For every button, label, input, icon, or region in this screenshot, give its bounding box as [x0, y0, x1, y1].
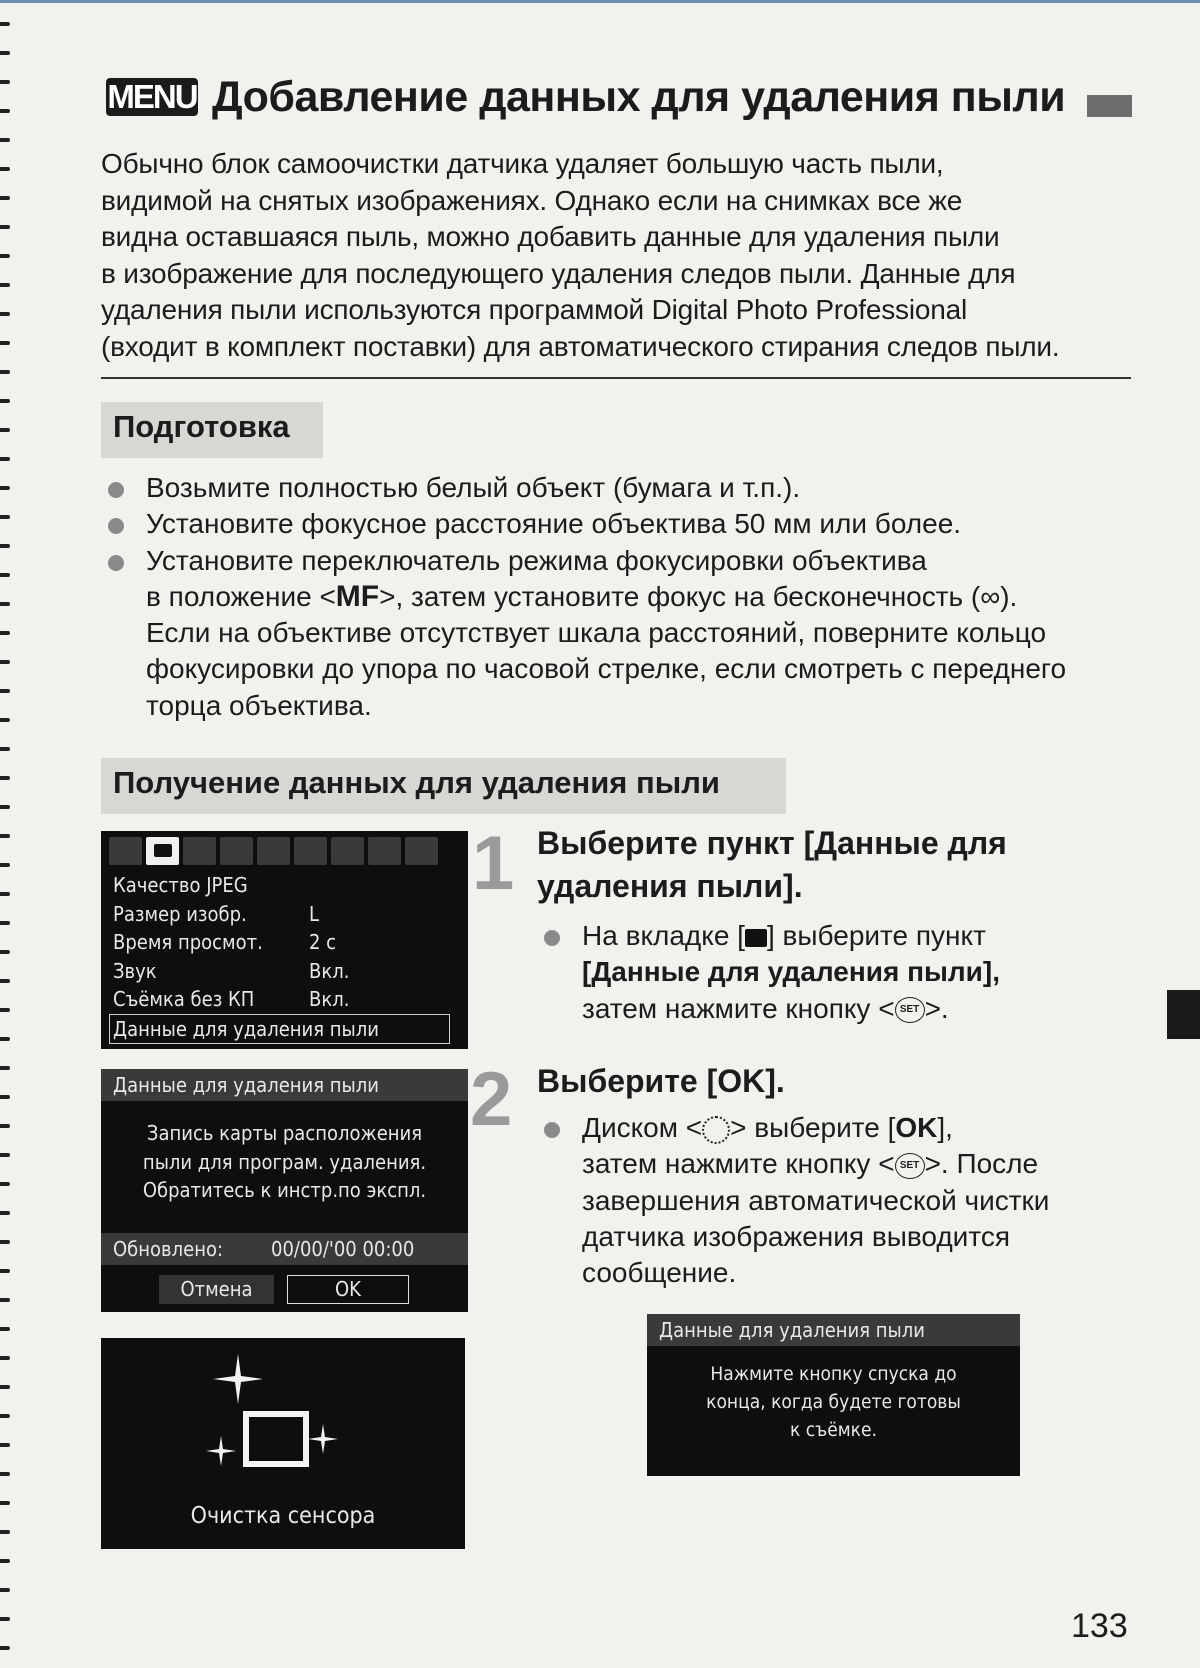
- screen-label: Очистка сенсора: [190, 1503, 376, 1529]
- camera-menu-screen: [101, 831, 468, 1049]
- section-side-tab: [1167, 990, 1200, 1039]
- binding-mark: [0, 1327, 10, 1331]
- preparation-heading: Подготовка: [101, 402, 323, 458]
- menu-list: [113, 871, 458, 1044]
- binding-mark: [0, 515, 10, 519]
- top-edge-line: [0, 0, 1200, 3]
- menu-tab-icon: [183, 837, 216, 865]
- menu-row-selected: [109, 1014, 450, 1045]
- set-button-icon: SET: [895, 1153, 925, 1179]
- page-title: Добавление данных для удаления пыли: [212, 73, 1066, 121]
- intro-line: Обычно блок самоочистки датчика удаляет большую часть пыли,: [101, 148, 944, 179]
- message-line: Нажмите кнопку спуска до: [710, 1363, 957, 1385]
- binding-mark: [0, 718, 10, 722]
- sensor-cleaning-screen: [101, 1338, 465, 1549]
- text-fragment: ],: [937, 1112, 953, 1143]
- menu-row-label: Звук: [113, 958, 157, 983]
- binding-mark: [0, 573, 10, 577]
- binding-mark: [0, 51, 10, 55]
- list-item-text: торца объектива.: [146, 689, 372, 721]
- menu-row-label: Данные для удаления пыли: [113, 1016, 379, 1041]
- step-number: 1: [472, 821, 515, 906]
- binding-mark: [0, 80, 10, 84]
- binding-mark: [0, 1240, 10, 1244]
- binding-mark: [0, 1182, 10, 1186]
- binding-mark: [0, 776, 10, 780]
- intro-line: видна оставшаяся пыль, можно добавить данные для удаления пыли: [101, 221, 1000, 252]
- menu-tab-icon: [220, 837, 253, 865]
- ok-text: OK: [895, 1112, 938, 1143]
- list-item: [542, 918, 1102, 1027]
- binding-mark: [0, 1356, 10, 1360]
- list-item-text: сообщение.: [582, 1257, 737, 1289]
- binding-mark: [0, 1530, 10, 1534]
- list-item: [106, 506, 1146, 542]
- page-number: 133: [1071, 1607, 1128, 1645]
- binding-mark: [0, 892, 10, 896]
- updated-row: [101, 1233, 468, 1265]
- binding-mark: [0, 399, 10, 403]
- binding-mark: [0, 109, 10, 113]
- binding-mark: [0, 631, 10, 635]
- updated-value: 00/00/'00 00:00: [271, 1237, 415, 1261]
- text-fragment: > выберите [: [730, 1112, 896, 1143]
- binding-mark: [0, 457, 10, 461]
- dust-data-dialog-screen: [101, 1069, 468, 1312]
- message-line: пыли для програм. удаления.: [142, 1149, 427, 1174]
- intro-line: видимой на снятых изображениях. Однако если на снимках все же: [101, 184, 963, 216]
- binding-mark: [0, 341, 10, 345]
- step-title: Выберите [OK].: [537, 1063, 785, 1099]
- screen-header: Данные для удаления пыли: [647, 1314, 1020, 1346]
- list-item: [542, 1110, 1102, 1291]
- menu-tab-icon: [257, 837, 290, 865]
- list-item-text: [582, 1110, 1102, 1146]
- binding-mark: [0, 1153, 10, 1157]
- intro-line: в изображение для последующего удаления следов пыли. Данные для: [101, 257, 1016, 289]
- bullet-icon: [108, 482, 124, 498]
- menu-row: [113, 985, 458, 1014]
- acquire-heading: Получение данных для удаления пыли: [101, 758, 786, 814]
- binding-mark: [0, 602, 10, 606]
- screen-header: Данные для удаления пыли: [101, 1069, 468, 1101]
- menu-row-value: Вкл.: [309, 987, 350, 1011]
- intro-line: (входит в комплект поставки) для автоматического стирания следов пыли.: [101, 330, 1060, 362]
- bullet-icon: [108, 555, 124, 571]
- list-item-text: датчика изображения выводится: [582, 1220, 1010, 1252]
- list-item-text: [582, 918, 1102, 954]
- camera-tab-icon: [745, 929, 767, 947]
- menu-tabs: [109, 837, 461, 867]
- binding-mark: [0, 1501, 10, 1505]
- binding-mark: [0, 370, 10, 374]
- step-number: 2: [470, 1057, 513, 1142]
- binding-mark: [0, 1443, 10, 1447]
- binding-mark: [0, 1646, 10, 1650]
- menu-badge-icon: MENU: [107, 78, 197, 115]
- binding-mark: [0, 747, 10, 751]
- list-item-text: [Данные для удаления пыли],: [582, 956, 1000, 988]
- screen-message: [647, 1360, 1020, 1444]
- binding-mark: [0, 805, 10, 809]
- title-marker: [1087, 95, 1132, 117]
- bullet-icon: [544, 1122, 560, 1138]
- message-line: Обратитесь к инстр.по экспл.: [142, 1178, 427, 1202]
- text-fragment: Диском <: [582, 1112, 703, 1143]
- text-fragment: затем нажмите кнопку <: [582, 1148, 895, 1180]
- step-body: [542, 918, 1102, 1027]
- binding-mark: [0, 1269, 10, 1273]
- camera-tab-icon: [146, 837, 179, 865]
- list-item-text: Установите переключатель режима фокусировки объектива: [146, 544, 927, 576]
- menu-tab-icon: [331, 837, 364, 865]
- binding-mark: [0, 22, 10, 26]
- set-button-icon: SET: [895, 997, 925, 1023]
- step-title: [537, 822, 1007, 908]
- menu-row: [113, 871, 458, 900]
- list-item-text: [582, 991, 1102, 1027]
- menu-row-value: L: [309, 901, 320, 926]
- menu-row-value: Вкл.: [309, 958, 350, 983]
- binding-mark: [0, 486, 10, 490]
- text-fragment: в положение <: [146, 580, 336, 612]
- binding-mark: [0, 167, 10, 171]
- menu-row: [113, 900, 458, 929]
- step-title-line: Выберите пункт [Данные для: [537, 825, 1007, 861]
- text-fragment: >. После: [924, 1148, 1039, 1180]
- bullet-icon: [108, 518, 124, 534]
- binding-mark: [0, 283, 10, 287]
- list-item-text: фокусировки до упора по часовой стрелке, если смотреть с переднего: [146, 653, 1067, 685]
- binding-mark: [0, 1559, 10, 1563]
- menu-row-label: Размер изобр.: [113, 901, 247, 926]
- preparation-list: [106, 470, 1146, 724]
- shutter-prompt-screen: [647, 1314, 1020, 1476]
- binding-mark: [0, 544, 10, 548]
- step-body: [542, 1110, 1102, 1291]
- message-line: к съёмке.: [790, 1419, 877, 1441]
- binding-mark: [0, 254, 10, 258]
- binding-mark: [0, 1124, 10, 1128]
- updated-label: Обновлено:: [113, 1237, 224, 1261]
- divider: [101, 377, 1131, 379]
- binding-mark: [0, 1588, 10, 1592]
- binding-mark: [0, 1008, 10, 1012]
- screen-message: [101, 1119, 468, 1205]
- list-item-text: Установите фокусное расстояние объектива 50 мм или более.: [146, 508, 962, 540]
- binding-mark: [0, 921, 10, 925]
- menu-row: [113, 957, 458, 986]
- menu-row-value: 2 с: [309, 930, 337, 954]
- binding-mark: [0, 660, 10, 664]
- dial-icon: [702, 1116, 730, 1144]
- intro-paragraph: [101, 146, 1141, 365]
- binding-mark: [0, 1472, 10, 1476]
- menu-tab-icon: [405, 837, 438, 865]
- binding-mark: [0, 1211, 10, 1215]
- list-item: [106, 543, 1146, 724]
- text-fragment: На вкладке [: [582, 920, 745, 951]
- menu-tab-icon: [109, 837, 142, 865]
- menu-tab-icon: [294, 837, 327, 865]
- binding-mark: [0, 196, 10, 200]
- text-fragment: >, затем установите фокус на бесконечность (∞).: [379, 580, 1018, 612]
- mf-mark: MF: [335, 579, 380, 613]
- binding-mark: [0, 979, 10, 983]
- binding-mark: [0, 1095, 10, 1099]
- text-fragment: >.: [924, 992, 949, 1024]
- binding-mark: [0, 950, 10, 954]
- message-line: Запись карты расположения: [146, 1121, 423, 1145]
- binding-mark: [0, 138, 10, 142]
- binding-mark: [0, 1385, 10, 1389]
- menu-row-label: Съёмка без КП: [113, 987, 255, 1011]
- binding-mark: [0, 863, 10, 867]
- menu-tab-icon: [368, 837, 401, 865]
- binding-mark: [0, 428, 10, 432]
- binding-mark: [0, 312, 10, 316]
- binding-mark: [0, 689, 10, 693]
- intro-line: удаления пыли используются программой Digital Photo Professional: [101, 294, 968, 325]
- bullet-icon: [544, 930, 560, 946]
- message-line: конца, когда будете готовы: [706, 1391, 961, 1413]
- binding-mark: [0, 1617, 10, 1621]
- menu-row-label: Время просмот.: [113, 930, 263, 954]
- menu-row-label: Качество JPEG: [113, 873, 248, 897]
- binding-mark: [0, 225, 10, 229]
- spiral-binding: [0, 0, 14, 1668]
- text-fragment: ] выберите пункт: [766, 920, 986, 951]
- list-item-text: [582, 1146, 1102, 1182]
- binding-mark: [0, 834, 10, 838]
- sensor-sparkle-icon: [101, 1338, 465, 1498]
- list-item: [106, 470, 1146, 506]
- binding-mark: [0, 1066, 10, 1070]
- step-title-line: удаления пыли].: [537, 868, 803, 904]
- ok-button: OK: [287, 1275, 409, 1304]
- list-item-text: Возьмите полностью белый объект (бумага и т.п.).: [146, 472, 801, 503]
- binding-mark: [0, 1298, 10, 1302]
- binding-mark: [0, 1037, 10, 1041]
- menu-row: [113, 928, 458, 957]
- list-item-text: завершения автоматической чистки: [582, 1184, 1050, 1216]
- list-item-text: [146, 579, 1146, 615]
- cancel-button: Отмена: [159, 1275, 274, 1304]
- list-item-text: Если на объективе отсутствует шкала расстояний, поверните кольцо: [146, 617, 1047, 649]
- text-fragment: затем нажмите кнопку <: [582, 992, 895, 1024]
- binding-mark: [0, 1414, 10, 1418]
